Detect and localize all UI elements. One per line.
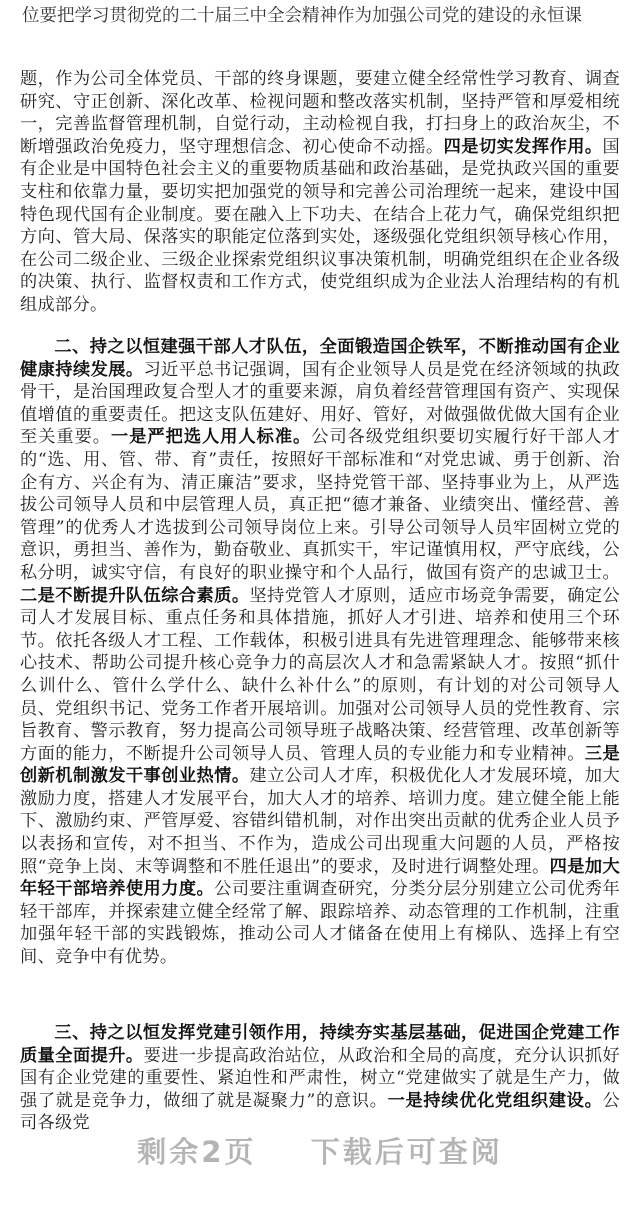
download-hint-label: 下载后可查阅 <box>310 1135 503 1169</box>
body-text-run: 要进一步提高政治站位，从政治和全局的高度，充分认识抓好国有企业党建的重要性、紧迫性和严肃性，树立“党建做实了就是生产力，做强了就是竞争力，做细了就是凝聚力”的意识。 <box>20 1045 620 1111</box>
body-text-run: 公司各级党 <box>20 1090 620 1134</box>
body-text-run: 公司要注重调查研究，分类分层分别建立公司优秀年轻干部库，并探索建立健全经常了解、跟踪培养、动态管理的工作机制，注重加强年轻干部的实践锻炼，推动公司人才储备在使用上有梯队、选择上有空间、竞争中有优势。 <box>20 879 620 968</box>
truncated-top-line: 位要把学习贯彻党的二十届三中全会精神作为加强公司党的建设的永恒课 <box>22 6 582 26</box>
body-text-run: 公司各级党组织要切实履行好干部人才的“选、用、管、带、育”责任，按照好干部标准和“对党忠诚、勇于创新、治企有方、兴企有为、清正廉洁”要求，坚持党管干部、坚持事业为上，从严选拔公司领导人员和中层管理人员，真正把“德才兼备、业绩突出、懂经营、善管理”的优秀人才选拔到公司领导岗位上来。引导公司领导人员牢固树立党的意识，勇担当、善作为，勤奋敬业、真抓实干，牢记谨慎用权，严守底线，公私分明，诚实守信，有良好的职业操守和个人品行，做国有资产的忠诚卫士。 <box>20 427 620 583</box>
download-prompt-banner[interactable] <box>0 1130 640 1171</box>
body-text-run: 国有企业是中国特色社会主义的重要物质基础和政治基础，是党执政兴国的重要支柱和依靠力量，要切实把加强党的领导和完善公司治理统一起来，建设中国特色现代国有企业制度。要在融入上下功夫、在结合上花力气，确保党组织把方向、管大局、保落实的职能定位落到实处，逐级强化党组织领导核心作用，在公司二级企业、三级企业探索党组织议事决策机制，明确党组织在企业各级的决策、执行、监督权责和工作方式，使党组织成为企业法人治理结构的有机组成部分。 <box>20 136 621 315</box>
body-text-run: 题，作为公司全体党员、干部的终身课题，要建立健全经常性学习教育、调查研究、守正创新、深化改革、检视问题和整改落实机制，坚持严管和厚爱相统一，完善监督管理机制，自觉行动，主动检视自我，打扫身上的政治灰尘，不断增强政治免疫力，坚守理想信念、初心使命不动摇。 <box>20 69 620 157</box>
bold-heading-run: 一是严把选人用人标准。 <box>111 427 312 448</box>
paragraph-3 <box>20 1022 620 1135</box>
bold-heading-run: 二是不断提升队伍综合素质。 <box>20 585 250 606</box>
remaining-pages-label: 剩余2页 <box>137 1135 257 1169</box>
paragraph-2 <box>20 336 620 969</box>
bold-heading-run: 一是持续优化党组织建设。 <box>387 1090 603 1111</box>
bold-heading-run: 二、持之以恒建强干部人才队伍，全面锻造国企铁军，不断推动国有企业健康持续发展。 <box>20 337 620 380</box>
bold-heading-run: 三是创新机制激发干事创业热情。 <box>20 743 620 787</box>
bold-heading-run: 四是加大年轻干部培养使用力度。 <box>20 856 620 900</box>
bold-heading-run: 三、持之以恒发挥党建引领作用，持续夯实基层基础，促进国企党建工作质量全面提升。 <box>20 1023 620 1066</box>
body-text-run: 坚持党管人才原则，适应市场竞争需要，确定公司人才发展目标、重点任务和具体措施，抓好人才引进、培养和使用三个环节。依托各级人才工程、工作载体，积极引进具有先进管理理念、能够带来核心技术、帮助公司提升核心竞争力的高层次人才和急需紧缺人才。按照“抓什么训什么、管什么学什么、缺什么补什么”的原则，有计划的对公司领导人员、党组织书记、党务工作者开展培训。加强对公司领导人员的党性教育、宗旨教育、警示教育，努力提高公司领导班子战略决策、经营管理、改革创新等方面的能力，不断提升公司领导人员、管理人员的专业能力和专业精神。 <box>20 585 620 764</box>
bold-heading-run: 四是切实发挥作用。 <box>443 136 603 157</box>
body-text-run: 习近平总书记强调，国有企业领导人员是党在经济领域的执政骨干，是治国理政复合型人才的重要来源，肩负着经营管理国有资产、实现保值增值的重要责任。把这支队伍建好、用好、管好，对做强做优做大国有企业至关重要。 <box>20 359 620 448</box>
paragraph-1 <box>20 68 620 317</box>
body-text-run: 建立公司人才库，积极优化人才发展环境，加大激励力度，搭建人才发展平台，加大人才的培养、培训力度。建立健全能上能下、激励约束、严管厚爱、容错纠错机制，对作出突出贡献的优秀企业人员予以表扬和宣传，对不担当、不作为，造成公司出现重大问题的人员，严格按照“竞争上岗、末等调整和不胜任退出”的要求，及时进行调整处理。 <box>20 766 620 877</box>
